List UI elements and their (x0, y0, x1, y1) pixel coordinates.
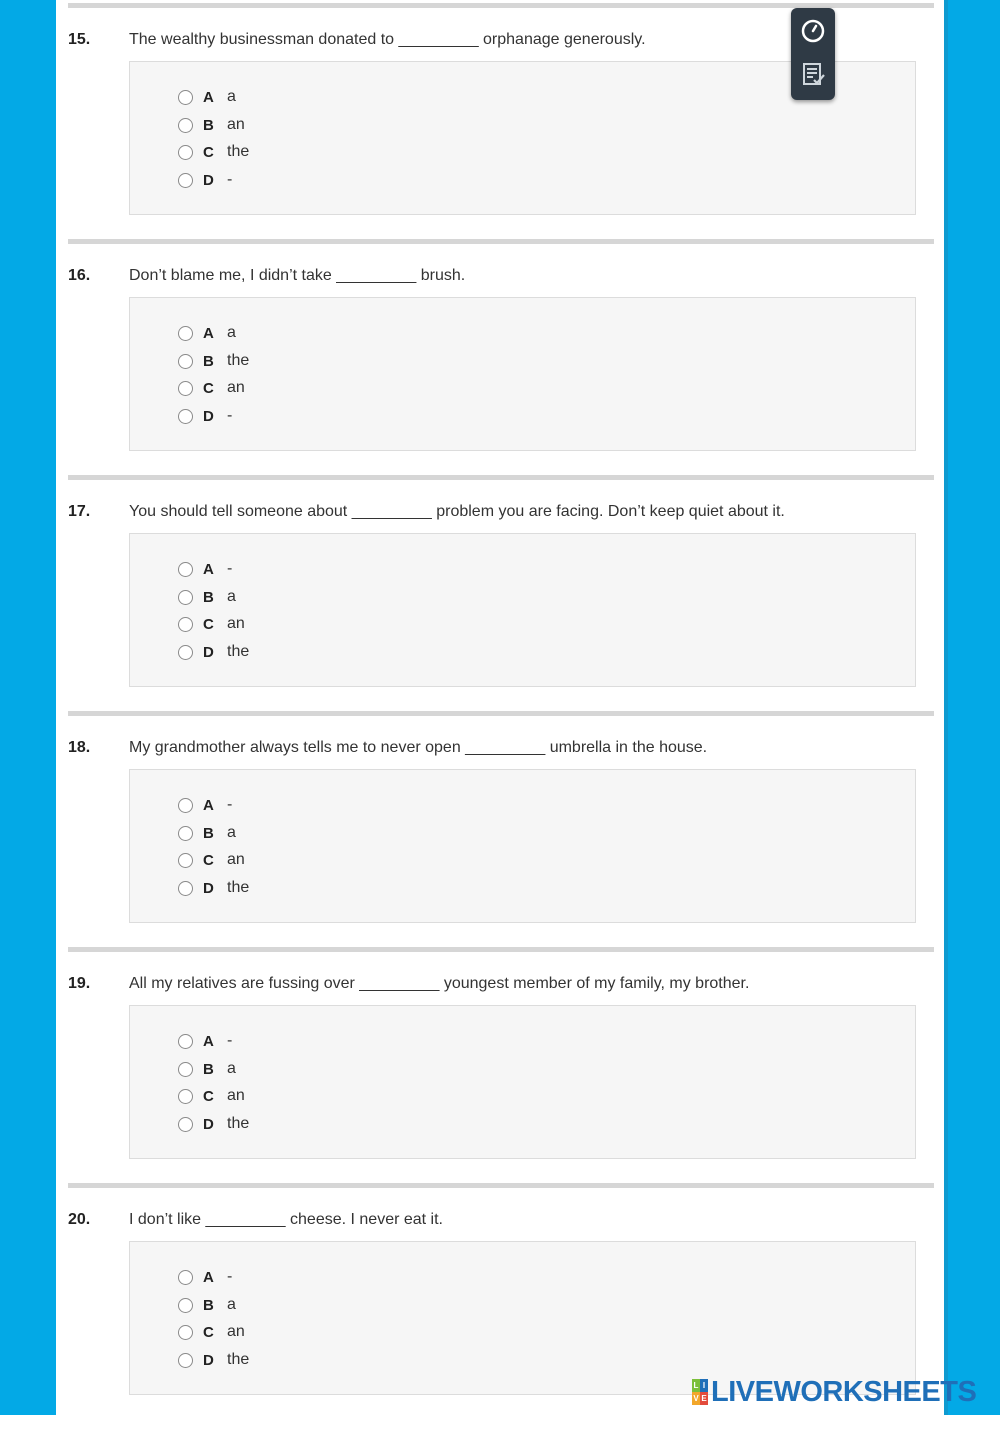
option-text: an (227, 851, 245, 868)
option-text: the (227, 143, 250, 160)
radio-button[interactable] (178, 326, 193, 341)
question-text: I don’t like _________ cheese. I never eat it. (129, 1211, 443, 1228)
option-letter: B (203, 352, 214, 370)
option-b[interactable] (178, 822, 236, 844)
question-number: 16. (68, 267, 91, 284)
option-letter: D (203, 407, 214, 425)
option-letter: B (203, 588, 214, 606)
radio-button[interactable] (178, 354, 193, 369)
option-a[interactable] (178, 86, 236, 108)
option-b[interactable] (178, 350, 249, 372)
option-b[interactable] (178, 1294, 236, 1316)
option-text: the (227, 643, 250, 660)
option-letter: C (203, 851, 214, 869)
option-text: the (227, 1115, 250, 1132)
option-c[interactable] (178, 141, 249, 163)
logo-mark-icon (692, 1379, 708, 1405)
option-text: - (227, 560, 233, 577)
option-d[interactable] (178, 405, 232, 427)
logo-mark-letter: E (701, 1394, 707, 1403)
radio-button[interactable] (178, 562, 193, 577)
question-number: 15. (68, 31, 91, 48)
option-text: a (227, 324, 236, 341)
logo-mark-letter: V (693, 1394, 699, 1403)
option-letter: D (203, 1351, 214, 1369)
radio-button[interactable] (178, 381, 193, 396)
option-letter: C (203, 1323, 214, 1341)
option-a[interactable] (178, 558, 232, 580)
question-text: You should tell someone about _________ problem you are facing. Don’t keep quiet about it. (129, 503, 785, 520)
option-c[interactable] (178, 377, 245, 399)
radio-button[interactable] (178, 1062, 193, 1077)
radio-button[interactable] (178, 798, 193, 813)
option-letter: B (203, 824, 214, 842)
option-c[interactable] (178, 1321, 245, 1343)
checklist-button[interactable] (797, 58, 829, 90)
option-a[interactable] (178, 794, 232, 816)
radio-button[interactable] (178, 1270, 193, 1285)
question-number: 18. (68, 739, 91, 756)
question-text: The wealthy businessman donated to _________ orphanage generously. (129, 31, 646, 48)
question-18 (68, 739, 934, 959)
option-letter: B (203, 1296, 214, 1314)
option-letter: A (203, 560, 214, 578)
option-text: a (227, 824, 236, 841)
radio-button[interactable] (178, 409, 193, 424)
option-text: a (227, 1060, 236, 1077)
radio-button[interactable] (178, 645, 193, 660)
option-letter: A (203, 796, 214, 814)
option-text: an (227, 615, 245, 632)
liveworksheets-logo (692, 1376, 976, 1408)
radio-button[interactable] (178, 881, 193, 896)
option-text: - (227, 796, 233, 813)
question-text: All my relatives are fussing over _________ youngest member of my family, my brother. (129, 975, 750, 992)
radio-button[interactable] (178, 853, 193, 868)
option-letter: A (203, 1268, 214, 1286)
option-d[interactable] (178, 169, 232, 191)
option-text: the (227, 352, 250, 369)
option-a[interactable] (178, 1266, 232, 1288)
options-box (129, 769, 916, 923)
option-letter: B (203, 116, 214, 134)
question-text: My grandmother always tells me to never open _________ umbrella in the house. (129, 739, 708, 756)
options-box (129, 1241, 916, 1395)
option-text: - (227, 171, 233, 188)
checklist-icon (799, 60, 827, 88)
radio-button[interactable] (178, 1298, 193, 1313)
option-text: - (227, 1032, 233, 1049)
option-letter: C (203, 379, 214, 397)
option-b[interactable] (178, 586, 236, 608)
radio-button[interactable] (178, 1117, 193, 1132)
option-text: - (227, 407, 233, 424)
logo-mark-letter: L (693, 1381, 699, 1390)
options-box (129, 1005, 916, 1159)
option-a[interactable] (178, 322, 236, 344)
radio-button[interactable] (178, 590, 193, 605)
option-text: a (227, 1296, 236, 1313)
radio-button[interactable] (178, 1325, 193, 1340)
radio-button[interactable] (178, 118, 193, 133)
option-text: the (227, 1351, 250, 1368)
option-d[interactable] (178, 1349, 249, 1371)
radio-button[interactable] (178, 1089, 193, 1104)
option-c[interactable] (178, 613, 245, 635)
timer-button[interactable] (797, 14, 829, 46)
radio-button[interactable] (178, 90, 193, 105)
option-text: a (227, 88, 236, 105)
option-b[interactable] (178, 114, 245, 136)
option-c[interactable] (178, 1085, 245, 1107)
option-d[interactable] (178, 877, 249, 899)
question-number: 20. (68, 1211, 91, 1228)
option-b[interactable] (178, 1058, 236, 1080)
radio-button[interactable] (178, 173, 193, 188)
tool-widget (791, 8, 835, 100)
right-border (944, 0, 1000, 1415)
timer-icon (799, 16, 827, 44)
option-text: an (227, 1323, 245, 1340)
option-c[interactable] (178, 849, 245, 871)
option-text: the (227, 879, 250, 896)
option-letter: A (203, 88, 214, 106)
option-letter: A (203, 1032, 214, 1050)
option-text: an (227, 116, 245, 133)
option-letter: D (203, 879, 214, 897)
options-box (129, 533, 916, 687)
question-number: 19. (68, 975, 91, 992)
question-19 (68, 975, 934, 1195)
radio-button[interactable] (178, 145, 193, 160)
option-d[interactable] (178, 641, 249, 663)
option-letter: B (203, 1060, 214, 1078)
option-letter: D (203, 171, 214, 189)
options-box (129, 297, 916, 451)
question-17 (68, 503, 934, 723)
radio-button[interactable] (178, 1353, 193, 1368)
radio-button[interactable] (178, 1034, 193, 1049)
option-letter: D (203, 1115, 214, 1133)
right-border-edge (944, 0, 948, 1415)
option-a[interactable] (178, 1030, 232, 1052)
option-letter: C (203, 143, 214, 161)
option-letter: A (203, 324, 214, 342)
option-text: an (227, 1087, 245, 1104)
option-letter: C (203, 615, 214, 633)
question-16 (68, 267, 934, 487)
option-d[interactable] (178, 1113, 249, 1135)
option-text: - (227, 1268, 233, 1285)
question-text: Don’t blame me, I didn’t take _________ brush. (129, 267, 466, 284)
option-text: a (227, 588, 236, 605)
left-border (0, 0, 56, 1415)
radio-button[interactable] (178, 826, 193, 841)
logo-text: LIVEWORKSHEETS (711, 1375, 977, 1408)
option-letter: C (203, 1087, 214, 1105)
radio-button[interactable] (178, 617, 193, 632)
option-text: an (227, 379, 245, 396)
logo-mark-letter: I (700, 1379, 708, 1392)
question-number: 17. (68, 503, 91, 520)
option-letter: D (203, 643, 214, 661)
